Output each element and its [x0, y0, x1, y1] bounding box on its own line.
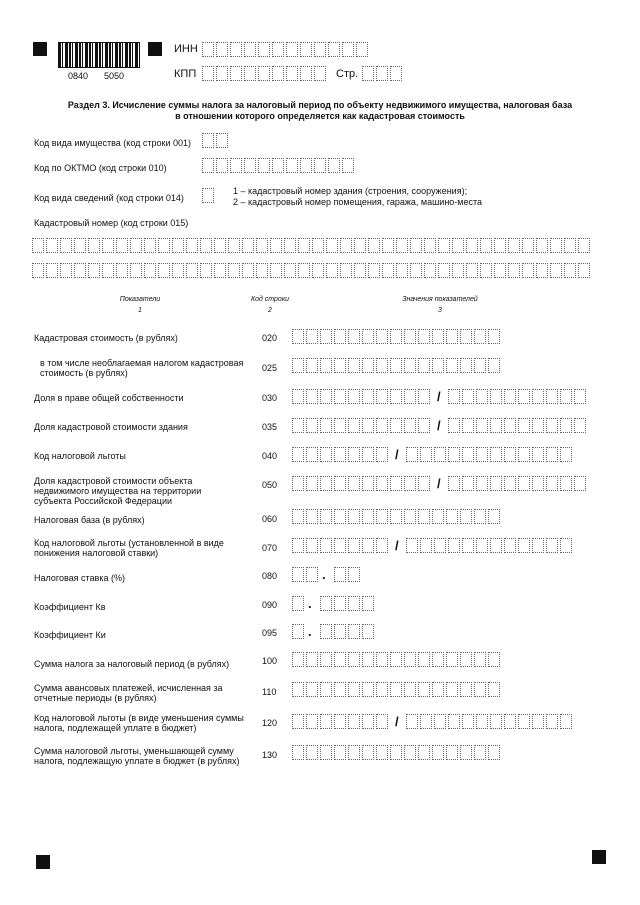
row-label-070: Код налоговой льготы (установленной в виде понижения налоговой ставки)	[34, 538, 224, 558]
corner-marker-bottom-left	[36, 855, 50, 869]
section-title-line1: Раздел 3. Исчисление суммы налога за налоговый период по объекту недвижимого имущества, налоговая база	[67, 100, 573, 110]
row-label-110: Сумма авансовых платежей, исчисленная за отчетные периоды (в рублях)	[34, 683, 223, 703]
info-type-field[interactable]	[202, 188, 216, 203]
value-field-110[interactable]	[292, 682, 502, 697]
value-field-040-code[interactable]	[292, 447, 390, 462]
value-field-100[interactable]	[292, 652, 502, 667]
row-label-060: Налоговая база (в рублях)	[34, 515, 145, 525]
col-header-line-code: Код строки	[250, 296, 290, 303]
fraction-separator-120: /	[395, 714, 399, 729]
property-type-label: Код вида имущества (код строки 001)	[34, 138, 192, 148]
info-type-option-2: 2 – кадастровый номер помещения, гаража, машино-места	[233, 197, 483, 207]
value-field-030-numerator[interactable]	[292, 389, 432, 404]
row-label-020: Кадастровая стоимость (в рублях)	[34, 333, 178, 343]
value-field-035-denominator[interactable]	[448, 418, 588, 433]
value-field-095-integer[interactable]	[292, 624, 306, 639]
corner-marker-top-left	[33, 42, 47, 56]
row-code-110: 110	[262, 687, 277, 697]
value-field-025[interactable]	[292, 358, 502, 373]
row-label-120: Код налоговой льготы (в виде уменьшения суммы налога, подлежащей уплате в бюджет)	[34, 713, 244, 733]
kpp-label: КПП	[174, 68, 197, 80]
row-code-060: 060	[262, 514, 278, 524]
row-code-130: 130	[262, 750, 278, 760]
fraction-separator-050: /	[437, 476, 441, 491]
value-field-090-fraction[interactable]	[320, 596, 376, 611]
row-label-095: Коэффициент Ки	[34, 630, 106, 640]
oktmo-field[interactable]	[202, 158, 356, 173]
value-field-080-integer[interactable]	[292, 567, 320, 582]
cadastral-number-label: Кадастровый номер (код строки 015)	[34, 218, 189, 228]
decimal-separator-080: .	[322, 567, 326, 582]
decimal-separator-095: .	[308, 624, 312, 639]
col-header-values: Значения показателей	[402, 296, 478, 303]
row-label-035: Доля кадастровой стоимости здания	[34, 422, 188, 432]
kpp-field[interactable]	[202, 66, 328, 81]
row-label-100: Сумма налога за налоговый период (в рублях)	[34, 659, 230, 669]
barcode-number-left: 0840	[68, 71, 89, 81]
value-field-090-integer[interactable]	[292, 596, 306, 611]
value-field-070-detail[interactable]	[406, 538, 574, 553]
cadastral-number-field-row2[interactable]	[32, 263, 592, 278]
col-header-indicators: Показатели	[119, 296, 161, 303]
row-label-080: Налоговая ставка (%)	[34, 573, 125, 583]
row-code-025: 025	[262, 363, 278, 373]
value-field-035-numerator[interactable]	[292, 418, 432, 433]
inn-label: ИНН	[174, 43, 198, 55]
value-field-095-fraction[interactable]	[320, 624, 376, 639]
info-type-option-1: 1 – кадастровый номер здания (строения, сооружения);	[233, 186, 468, 196]
page-number-field[interactable]	[362, 66, 404, 81]
value-field-030-denominator[interactable]	[448, 389, 588, 404]
row-code-035: 035	[262, 422, 278, 432]
property-type-field[interactable]	[202, 133, 230, 148]
row-code-050: 050	[262, 480, 278, 490]
row-label-050: Доля кадастровой стоимости объекта недвижимого имущества на территории субъекта Российской Федерации	[34, 476, 202, 506]
row-code-100: 100	[262, 656, 278, 666]
value-field-120-code[interactable]	[292, 714, 390, 729]
row-label-030: Доля в праве общей собственности	[34, 393, 184, 403]
row-label-090: Коэффициент Кв	[34, 602, 106, 612]
row-code-120: 120	[262, 718, 278, 728]
fraction-separator-035: /	[437, 418, 441, 433]
value-field-120-detail[interactable]	[406, 714, 574, 729]
row-code-030: 030	[262, 393, 278, 403]
corner-marker-top-mid	[148, 42, 162, 56]
info-type-label: Код вида сведений (код строки 014)	[34, 193, 184, 203]
row-code-040: 040	[262, 451, 278, 461]
row-code-080: 080	[262, 571, 278, 581]
barcode	[58, 42, 140, 68]
row-code-090: 090	[262, 600, 278, 610]
row-label-130: Сумма налоговой льготы, уменьшающей сумму налога, подлежащую уплате в бюджет (в рублях)	[34, 746, 240, 766]
col-number-1: 1	[138, 307, 142, 314]
fraction-separator-040: /	[395, 447, 399, 462]
oktmo-label: Код по ОКТМО (код строки 010)	[34, 163, 167, 173]
row-label-040: Код налоговой льготы	[34, 451, 126, 461]
cadastral-number-field-row1[interactable]	[32, 238, 592, 253]
row-label-025: в том числе необлагаемая налогом кадастровая стоимость (в рублях)	[40, 358, 244, 378]
fraction-separator-030: /	[437, 389, 441, 404]
value-field-080-fraction[interactable]	[334, 567, 362, 582]
value-field-070-code[interactable]	[292, 538, 390, 553]
section-title-line2: в отношении которого определяется как кадастровая стоимость	[175, 111, 465, 121]
page-label: Стр.	[336, 68, 359, 80]
decimal-separator-090: .	[308, 596, 312, 611]
col-number-3: 3	[438, 307, 442, 314]
value-field-020[interactable]	[292, 329, 502, 344]
col-number-2: 2	[268, 307, 272, 314]
row-code-070: 070	[262, 543, 278, 553]
value-field-050-numerator[interactable]	[292, 476, 432, 491]
inn-field[interactable]	[202, 42, 370, 57]
fraction-separator-070: /	[395, 538, 399, 553]
value-field-060[interactable]	[292, 509, 502, 524]
row-code-095: 095	[262, 628, 278, 638]
value-field-130[interactable]	[292, 745, 502, 760]
value-field-050-denominator[interactable]	[448, 476, 588, 491]
value-field-040-detail[interactable]	[406, 447, 574, 462]
corner-marker-bottom-right	[592, 850, 606, 864]
barcode-number-right: 5050	[104, 71, 125, 81]
row-code-020: 020	[262, 333, 278, 343]
